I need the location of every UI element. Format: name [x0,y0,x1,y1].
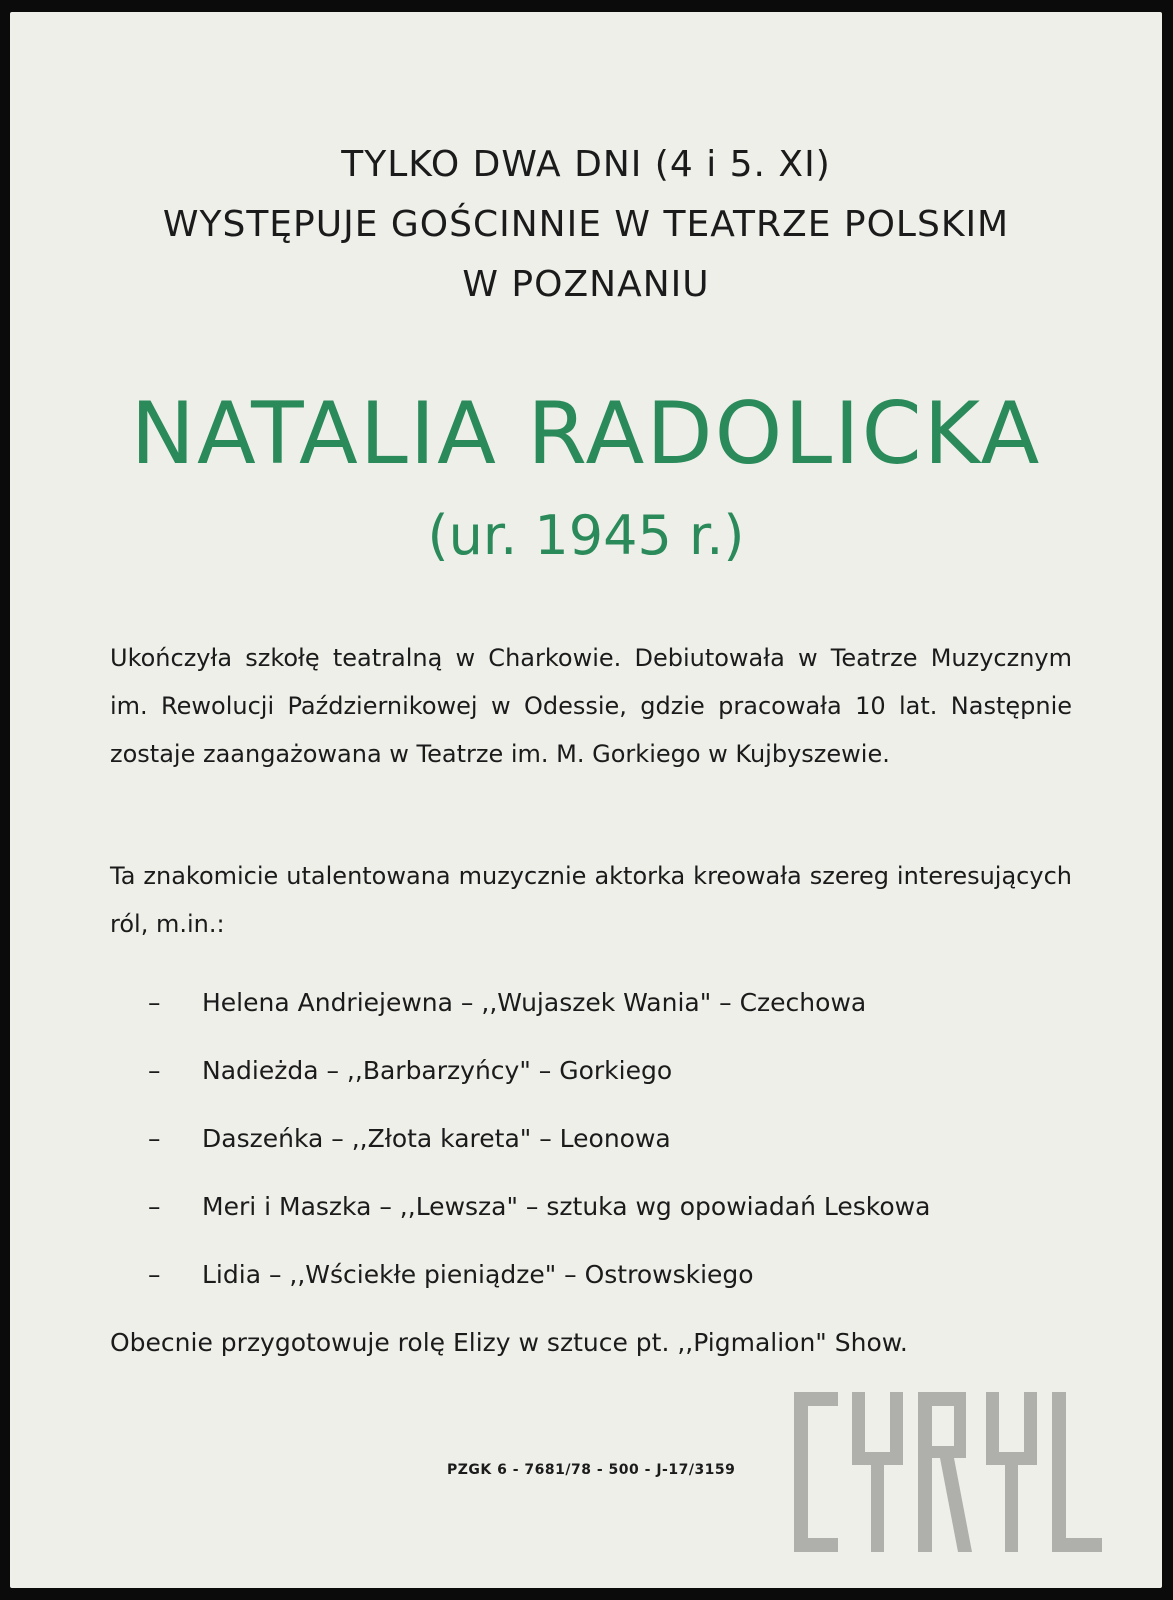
artist-name: NATALIA RADOLICKA [130,384,1042,484]
list-dash: – [148,1260,161,1289]
role-text: Helena Andriejewna – ,,Wujaszek Wania" – Czechowa [202,988,867,1017]
artist-birth-year: (ur. 1945 r.) [427,504,745,567]
list-dash: – [148,1056,161,1085]
roles-list [110,982,1090,1322]
role-text: Lidia – ,,Wściekłe pieniądze" – Ostrowskiego [202,1260,754,1289]
role-item [110,1050,1090,1118]
list-dash: – [148,1124,161,1153]
role-item [110,982,1090,1050]
header-line-city: W POZNANIU [462,264,710,305]
list-dash: – [148,1192,161,1221]
roles-intro-paragraph: Ta znakomicie utalentowana muzycznie aktorka kreowała szereg interesujących ról, m.in.: [110,862,1072,938]
print-code: PZGK 6 - 7681/78 - 500 - J-17/3159 [447,1462,736,1478]
role-text: Daszeńka – ,,Złota kareta" – Leonowa [202,1124,671,1153]
role-item [110,1118,1090,1186]
list-dash: – [148,988,161,1017]
role-item [110,1254,1090,1322]
biography-paragraph: Ukończyła szkołę teatralną w Charkowie. Debiutowała w Teatrze Muzycznym im. Rewolucji Październikowej w Odessie, gdzie pracowała 10 lat. Następnie zostaje zaangażowana w Teatrze im. M. Gorkiego w Kujbyszewie. [110,644,1072,768]
role-item [110,1186,1090,1254]
cyryl-watermark-logo [790,1382,1110,1562]
current-role-paragraph: Obecnie przygotowuje rolę Elizy w sztuce pt. ,,Pigmalion" Show. [110,1328,908,1357]
poster-paper [10,12,1162,1588]
role-text: Meri i Maszka – ,,Lewsza" – sztuka wg opowiadań Leskowa [202,1192,931,1221]
role-text: Nadieżda – ,,Barbarzyńcy" – Gorkiego [202,1056,673,1085]
header-line-venue: WYSTĘPUJE GOŚCINNIE W TEATRZE POLSKIM [162,204,1010,245]
header-line-dates: TYLKO DWA DNI (4 i 5. XI) [341,144,831,185]
